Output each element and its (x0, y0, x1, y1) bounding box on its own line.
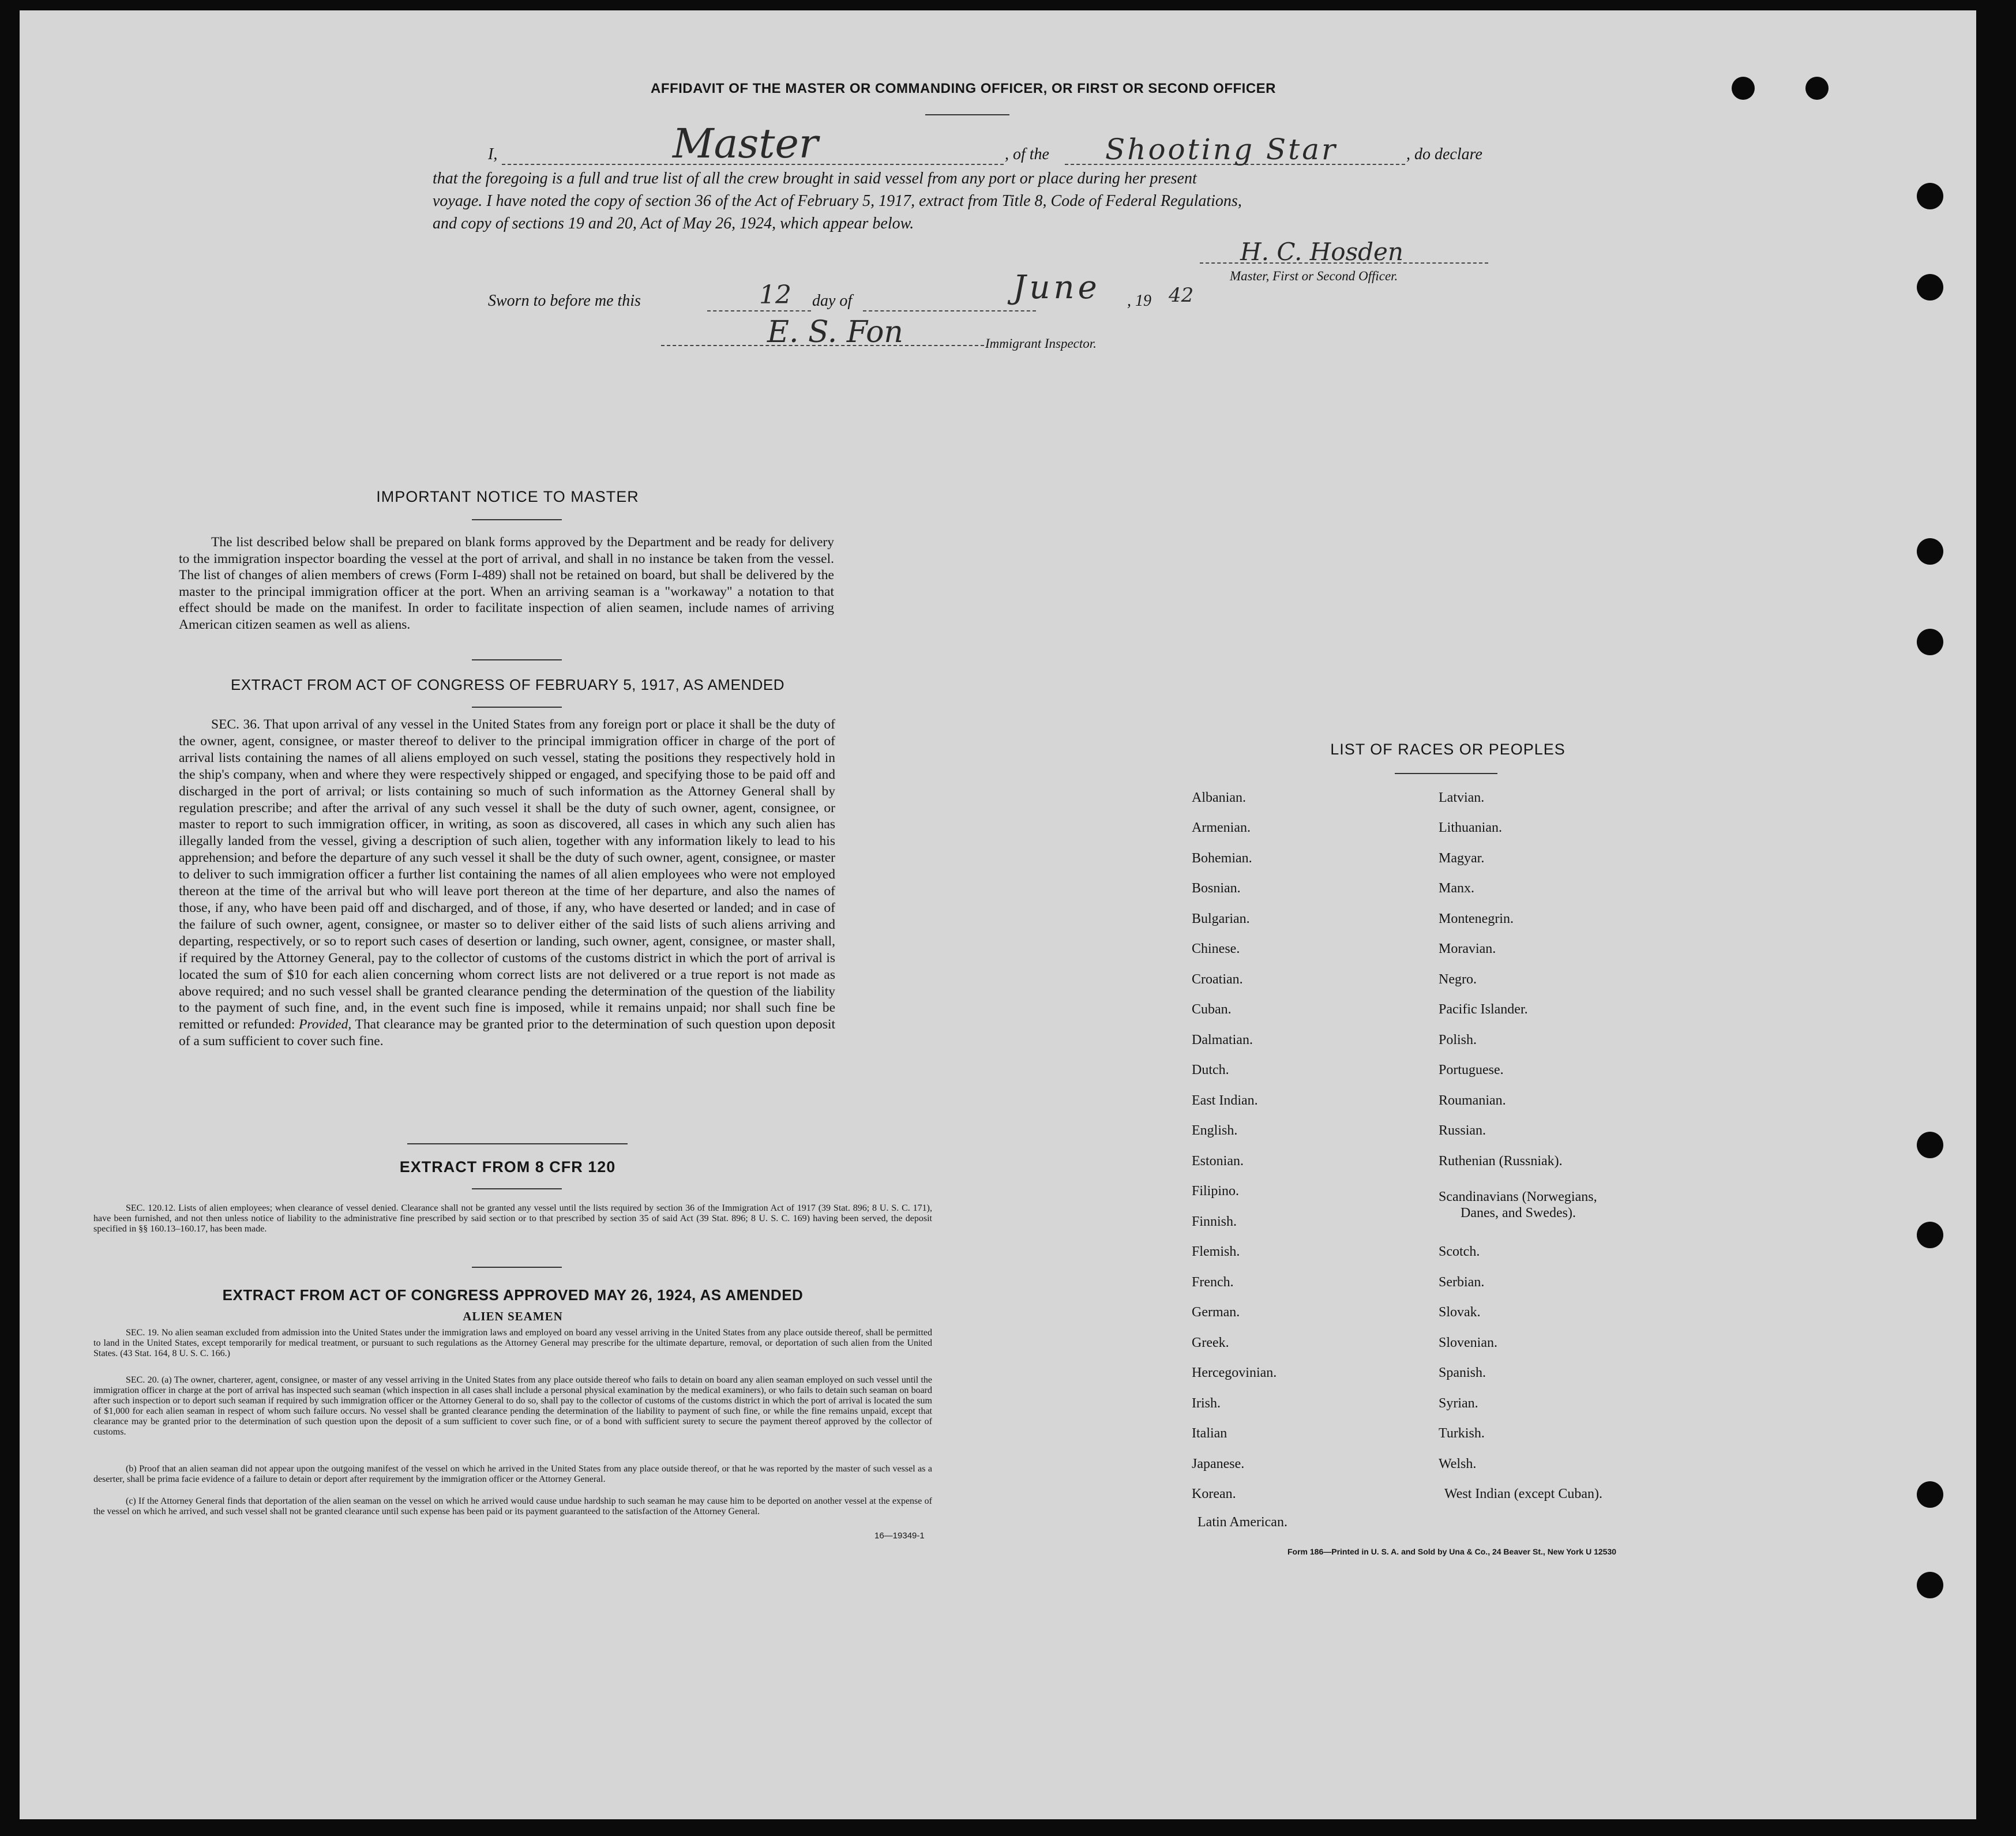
binder-hole (1917, 274, 1943, 301)
do-declare-label: , do declare (1406, 145, 1482, 163)
race-item: Russian. (1439, 1123, 1486, 1138)
year-handwritten: 42 (1169, 284, 1194, 307)
master-signature: H. C. Hosden (1240, 238, 1403, 266)
affidavit-line-1 (488, 120, 1521, 168)
binder-hole (1917, 538, 1943, 565)
signer-label: Master, First or Second Officer. (1230, 269, 1398, 283)
divider (1395, 773, 1497, 774)
sec-20b-text: (b) Proof that an alien seaman did not appear upon the outgoing manifest of the vessel on which he arrived in the United States from any place outside thereof, or that he was reported by the master of such vessel as a deserter, shall be prima facie evidence of a failure to detain or deport after requirement by the immigration officer or the Attorney General. (93, 1464, 932, 1484)
race-item: Bulgarian. (1192, 911, 1250, 926)
race-item: Montenegrin. (1439, 911, 1514, 926)
line-1-prefix: I, (488, 145, 498, 163)
race-item: Filipino. (1192, 1184, 1240, 1199)
sec-20c-text: (c) If the Attorney General finds that deportation of the alien seaman on the vessel on which he arrived would cause undue hardship to such seaman he may cause him to be deported on another vessel at the expense of the vessel on which he arrived, and such vessel shall not be granted clearance until such expense has been paid or its payment guaranteed to the satisfaction of the Attorney General. (93, 1496, 932, 1516)
month-handwritten: June (1013, 269, 1101, 306)
race-item: Bohemian. (1192, 851, 1252, 866)
vessel-handwritten: Shooting Star (1105, 133, 1338, 166)
year-prefix: , 19 (1127, 292, 1151, 310)
race-item: Latin American. (1197, 1515, 1287, 1530)
race-item: Polish. (1439, 1032, 1477, 1047)
affidavit-title: AFFIDAVIT OF THE MASTER OR COMMANDING OFFICER, OR FIRST OR SECOND OFFICER (650, 81, 1277, 96)
races-title: LIST OF RACES OR PEOPLES (1330, 741, 1566, 758)
race-item: Pacific Islander. (1439, 1002, 1528, 1017)
race-item: Irish. (1192, 1396, 1221, 1411)
race-item: Greek. (1192, 1335, 1229, 1350)
day-handwritten: 12 (759, 280, 791, 310)
race-item: Magyar. (1439, 851, 1485, 866)
proviso-label: Provided, (299, 1017, 352, 1032)
affidavit-body-3: and copy of sections 19 and 20, Act of May 26, 1924, which appear below. (433, 215, 914, 232)
sworn-prefix: Sworn to before me this (488, 292, 641, 310)
inspector-label: Immigrant Inspector. (985, 336, 1097, 351)
race-item: Estonian. (1192, 1154, 1244, 1169)
divider (925, 114, 1009, 115)
race-item: Hercegovinian. (1192, 1365, 1277, 1380)
race-item: English. (1192, 1123, 1238, 1138)
extract-1917-title: EXTRACT FROM ACT OF CONGRESS OF FEBRUARY 5, 1917, AS AMENDED (231, 676, 784, 693)
divider (472, 1188, 562, 1189)
binder-hole (1917, 629, 1943, 655)
race-item: Albanian. (1192, 790, 1246, 805)
binder-hole (1805, 77, 1829, 100)
notice-title: IMPORTANT NOTICE TO MASTER (376, 488, 639, 505)
race-item: Manx. (1439, 881, 1474, 896)
form-code: 16—19349-1 (874, 1531, 925, 1541)
name-handwritten: Master (673, 120, 819, 167)
binder-hole (1732, 77, 1755, 100)
sec-36-label: SEC. 36. (211, 717, 260, 732)
binder-hole (1917, 1481, 1943, 1508)
sec-19-text: SEC. 19. No alien seaman excluded from admission into the United States under the immigration laws and employed on board any vessel arriving in the United States from any place outside thereof, shall be permitted to land in the United States, except temporarily for medical treatment, or pursuant to such regulations as the Attorney General may prescribe for the ultimate departure, removal, or deportation of such alien from the United States. (43 Stat. 164, 8 U. S. C. 166.) (93, 1328, 932, 1358)
race-item: Finnish. (1192, 1214, 1237, 1229)
race-item: German. (1192, 1305, 1240, 1320)
race-item: Slovak. (1439, 1305, 1481, 1320)
race-item: Armenian. (1192, 820, 1251, 835)
month-field (863, 292, 1036, 311)
race-item: Spanish. (1439, 1365, 1486, 1380)
race-item: Serbian. (1439, 1275, 1485, 1290)
race-item: Dalmatian. (1192, 1032, 1253, 1047)
race-item: Negro. (1439, 972, 1477, 987)
race-item: Scotch. (1439, 1244, 1480, 1259)
race-item: Syrian. (1439, 1396, 1478, 1411)
race-item: Korean. (1192, 1486, 1236, 1501)
race-item: Japanese. (1192, 1456, 1245, 1471)
binder-hole (1917, 1222, 1943, 1248)
divider (472, 707, 562, 708)
sec-36-text: That upon arrival of any vessel in the United States from any foreign port or place it shall be the duty of the owner, agent, consignee, or master thereof to deliver to the principal immigration officer in charge of the port of arrival lists containing the names of all aliens employed on such vessel, stating the positions they respectively hold in the ship's company, when and where they were respectively shipped or engaged, and specifying those to be paid off and discharged in the port of arrival; or lists containing so much of such information as the Attorney General shall by regulation prescribe; and after the arrival of any such vessel it shall be the duty of such owner, agent, consignee, or master to report to such immigration officer, in writing, as soon as discovered, all cases in which any such alien has illegally landed from the vessel, giving a description of such alien, together with any information likely to lead to his apprehension; and before the departure of any such vessel it shall be the duty of such owner, agent, consignee, or master to deliver to such immigration officer a further list containing the names of all alien employees who were not employed thereon at the time of the arrival but who will leave port thereon at the time of her departure, and also the names of those, if any, who have been paid off and discharged, and of those, if any, who have deserted or landed; and in case of the failure of such owner, agent, consignee, or master so to deliver either of the said lists of such aliens arriving and departing, respectively, or so to report such cases of desertion or landing, such owner, agent, consignee, or master shall, if required by the Attorney General, pay to the collector of customs of the customs district in which the port of arrival is located the sum of $10 for each alien concerning whom correct lists are not delivered or a true report is not made as above required; and no such vessel shall be granted clearance pending the determination of the question of the liability to the payment of such fine, and, in the event such fine is imposed, while it remains unpaid; nor shall such fine be remitted or refunded: (179, 717, 836, 1032)
race-item: Chinese. (1192, 941, 1240, 956)
binder-hole (1917, 183, 1943, 209)
extract-1917-text (179, 716, 835, 1050)
race-item: Bosnian. (1192, 881, 1241, 896)
race-item: East Indian. (1192, 1093, 1258, 1108)
race-item: Italian (1192, 1426, 1227, 1441)
race-item: Roumanian. (1439, 1093, 1506, 1108)
race-item: Turkish. (1439, 1426, 1485, 1441)
extract-cfr-text: SEC. 120.12. Lists of alien employees; when clearance of vessel denied. Clearance shall not be granted any vessel until the lists required by section 36 of the Immigration Act of 1917 (39 Stat. 896; 8 U. S. C. 171), have been furnished, and not then unless notice of liability to the administrative fine prescribed by said section or to that prescribed by section 35 of said Act (39 Stat. 896; 8 U. S. C. 169) having been served, the deposit specified in §§ 160.13–160.17, has been made. (93, 1203, 932, 1234)
proviso-text: That clearance may be granted prior to the determination of such question upon deposit of a sum sufficient to cover such fine. (179, 1017, 836, 1049)
race-item: Danes, and Swedes). (1461, 1206, 1576, 1221)
race-item: Dutch. (1192, 1062, 1229, 1077)
race-item: Moravian. (1439, 941, 1496, 956)
divider (472, 659, 562, 660)
day-of-label: day of (812, 292, 853, 310)
race-item: West Indian (except Cuban). (1444, 1486, 1602, 1501)
master-signature-line (1200, 262, 1488, 264)
race-item: Lithuanian. (1439, 820, 1502, 835)
divider (472, 1267, 562, 1268)
of-the-label: , of the (1005, 145, 1049, 163)
race-item: Croatian. (1192, 972, 1243, 987)
race-item: Slovenian. (1439, 1335, 1497, 1350)
binder-hole (1917, 1572, 1943, 1598)
affidavit-body-2: voyage. I have noted the copy of section 36 of the Act of February 5, 1917, extract from Title 8, Code of Federal Regulations, (433, 192, 1242, 210)
race-item: Latvian. (1439, 790, 1485, 805)
notice-text: The list described below shall be prepared on blank forms approved by the Department and be ready for delivery to the immigration inspector boarding the vessel at the port of arrival, and shall in no instance be taken from the vessel. The list of changes of alien members of crews (Form I-489) shall not be retained on board, but shall be delivered by the master to the principal immigration officer at the port. When an arriving seaman is a "workaway" a notation to that effect should be made on the manifest. In order to facilitate inspection of alien seamen, include names of arriving American citizen seamen as well as aliens. (179, 535, 834, 632)
race-item: Portuguese. (1439, 1062, 1504, 1077)
race-item: Flemish. (1192, 1244, 1240, 1259)
extract-1924-subtitle: ALIEN SEAMEN (463, 1309, 563, 1323)
race-item: Welsh. (1439, 1456, 1477, 1471)
affidavit-body-1: that the foregoing is a full and true list of all the crew brought in said vessel from any port or place during her present (433, 170, 1197, 187)
extract-1924-title: EXTRACT FROM ACT OF CONGRESS APPROVED MAY 26, 1924, AS AMENDED (222, 1286, 804, 1304)
binder-hole (1917, 1132, 1943, 1158)
race-item: Scandinavians (Norwegians, (1439, 1189, 1597, 1204)
sec-20a-text: SEC. 20. (a) The owner, charterer, agent, consignee, or master of any vessel arriving in the United States from any place outside thereof who fails to detain on board any alien seaman employed on such vessel until the immigration officer in charge at the port of arrival has inspected such seaman (which inspection in all cases shall include a personal physical examination by the medical examiners), or who fails to detain such seaman on board after such inspection or to deport such seaman if required by such immigration officer or the Attorney General to do so, shall pay to the collector of customs of the customs district in which the port of arrival is located the sum of $1,000 for each alien seaman in respect of whom such failure occurs. No vessel shall be granted clearance pending the determination of the liability to payment of such fine, or while the fine remains unpaid, except that clearance may be granted prior to the determination of such question upon the deposit of a sum sufficient to cover such fine, or of a bond with sufficient surety to secure the payment thereof approved by the collector of customs. (93, 1375, 932, 1437)
race-item: French. (1192, 1275, 1234, 1290)
sworn-line (488, 269, 1238, 317)
race-item: Cuban. (1192, 1002, 1232, 1017)
inspector-signature: E. S. Fon (767, 315, 903, 350)
extract-cfr-title: EXTRACT FROM 8 CFR 120 (399, 1158, 616, 1176)
divider (407, 1143, 628, 1144)
form-printer-note: Form 186—Printed in U. S. A. and Sold by Una & Co., 24 Beaver St., New York U 12530 (1287, 1547, 1617, 1556)
race-item: Ruthenian (Russniak). (1439, 1154, 1563, 1169)
divider (472, 519, 562, 520)
